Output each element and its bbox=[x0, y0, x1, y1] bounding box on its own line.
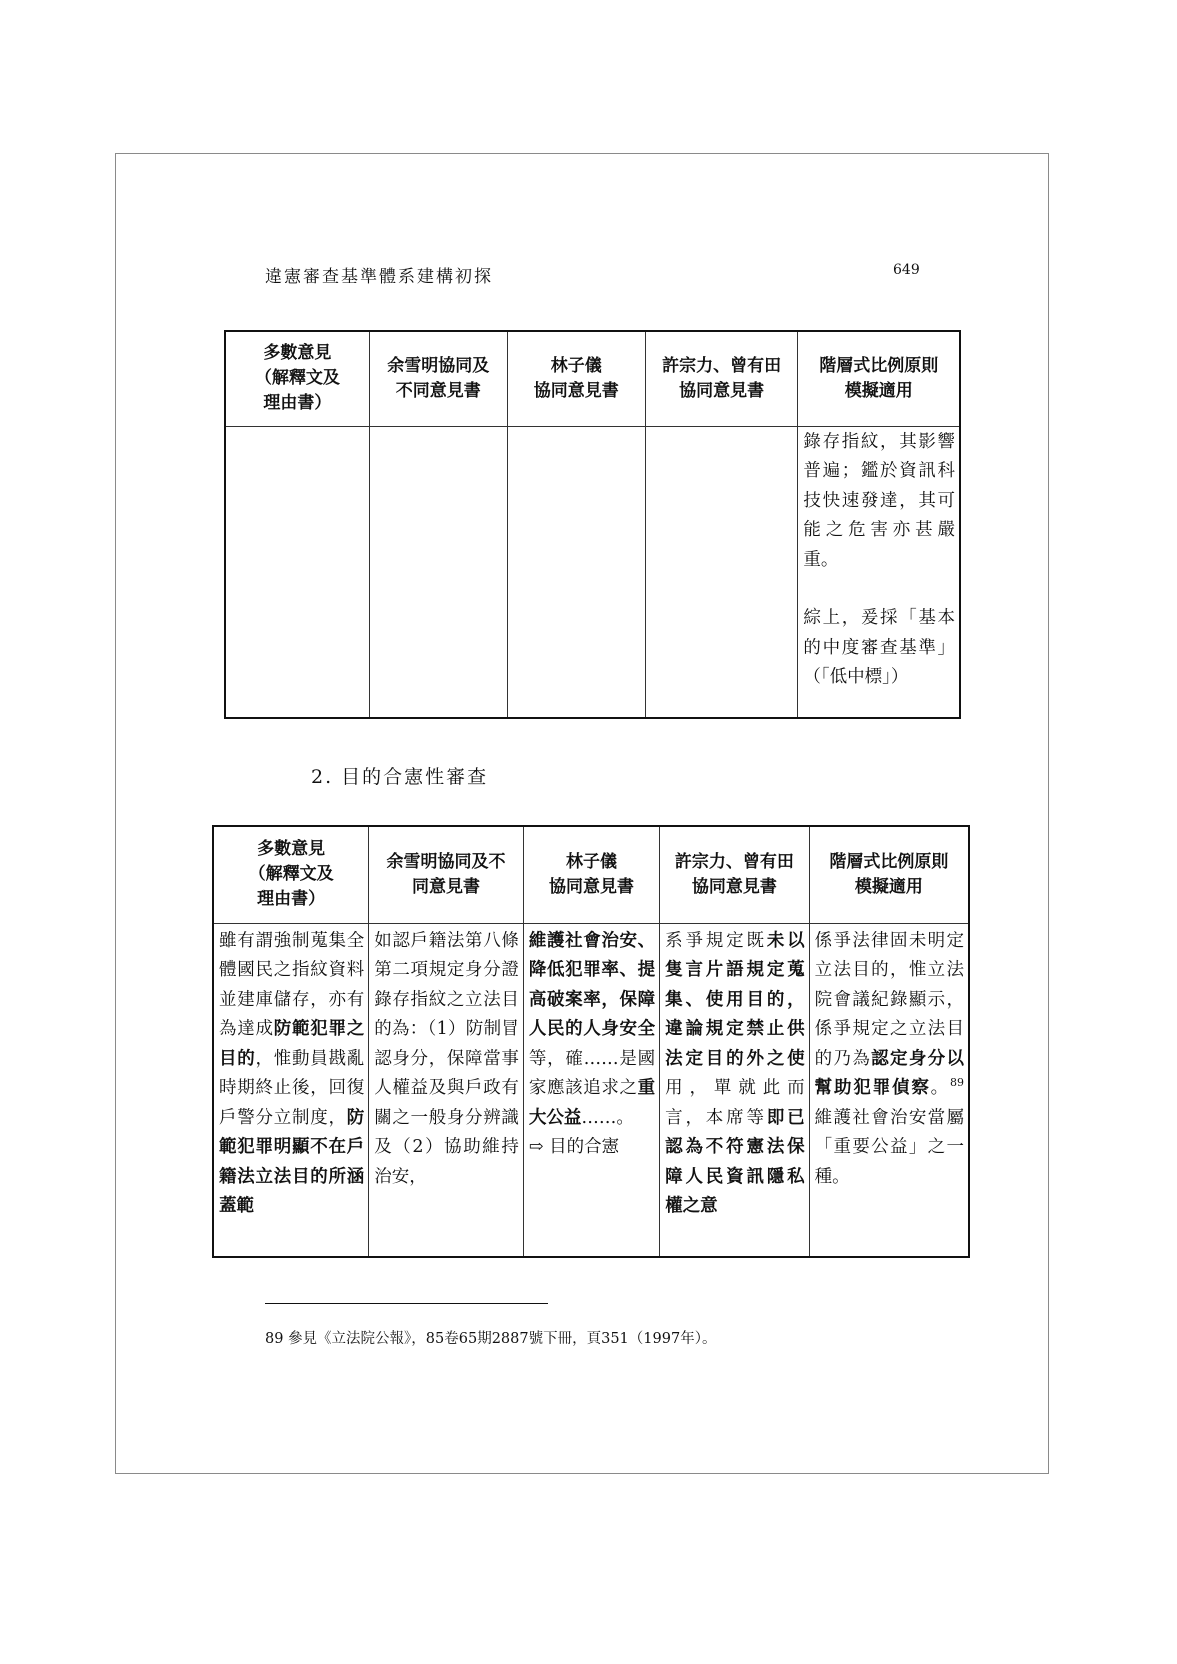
header-label: 許宗力、曾有田 協同意見書 bbox=[662, 355, 782, 401]
table-cell-proportionality bbox=[798, 426, 960, 718]
cell-text: 等，確……是國家應該追求之 bbox=[528, 1048, 656, 1098]
header-label: 多數意見 （解釋文及 理由書） bbox=[248, 839, 334, 910]
emphasis-text: 防範犯罪之目的 bbox=[219, 1019, 365, 1069]
header-label: 許宗力、曾有田 協同意見書 bbox=[674, 851, 794, 897]
header-majority-opinion bbox=[225, 331, 369, 426]
emphasis-text: 益 bbox=[563, 1107, 582, 1128]
cell-paragraph: 錄存指紋，其影響普遍；鑑於資訊科技快速發達，其可能之危害亦甚嚴重。 bbox=[803, 431, 955, 570]
header-label: 階層式比例原則 模擬適用 bbox=[829, 851, 949, 897]
emphasis-text: 防範犯罪明顯不在戶籍法立法目的所涵蓋範 bbox=[219, 1107, 365, 1216]
header-yu-xueming bbox=[369, 331, 507, 426]
cell-text: ……。 bbox=[581, 1107, 634, 1128]
section-heading: 2. 目的合憲性審查 bbox=[311, 766, 489, 788]
header-yu-xueming bbox=[369, 826, 524, 923]
table-header-row bbox=[213, 826, 969, 923]
header-label: 多數意見 （解釋文及 理由書） bbox=[254, 343, 340, 414]
cell-hsu-tseng bbox=[660, 923, 810, 1257]
comparison-table-1 bbox=[224, 330, 961, 719]
table-cell bbox=[369, 426, 507, 718]
header-lin-ziyi bbox=[507, 331, 645, 426]
emphasis-text: 維護社會治安、降低犯罪率、提高破案率，保障人民的人身安全 bbox=[528, 930, 656, 1039]
cell-text: 系爭規定既 bbox=[665, 930, 767, 951]
emphasis-text: 未以隻言片語規定蒐集、使用目的，違論規定禁止供法定目的外之使 bbox=[665, 930, 805, 1069]
header-hsu-tseng bbox=[645, 331, 798, 426]
cell-majority-opinion bbox=[213, 923, 369, 1257]
table-row bbox=[213, 923, 969, 1257]
footnote-89: 89 參見《立法院公報》，85卷65期2887號下冊，頁351（1997年）。 bbox=[265, 1331, 717, 1347]
footnote-reference[interactable]: 89 bbox=[950, 1076, 965, 1090]
emphasis-text: 認定身分以幫助犯罪偵察 bbox=[814, 1048, 965, 1098]
cell-text: 係爭法律固未明定立法目的，惟立法院會議紀錄顯示，係爭規定之立法目的乃為 bbox=[814, 930, 964, 1069]
cell-lin-ziyi bbox=[523, 923, 659, 1257]
header-proportionality bbox=[798, 331, 960, 426]
header-label: 余雪明協同及 不同意見書 bbox=[387, 355, 490, 401]
header-label: 階層式比例原則 模擬適用 bbox=[819, 355, 939, 401]
cell-text: ，惟動員戡亂時期終止後，回復戶警分立制度， bbox=[219, 1048, 365, 1128]
footnote-divider bbox=[265, 1303, 548, 1304]
header-majority-opinion bbox=[213, 826, 369, 923]
header-label: 余雪明協同及不 同意見書 bbox=[386, 851, 506, 897]
cell-text: 雖有謂強制蒐集全體國民之指紋資料並建庫儲存，亦有為達成 bbox=[219, 930, 365, 1039]
cell-text: 如認戶籍法第八條第二項規定身分證錄存指紋之立法目的為：（1）防制冒認身分，保障當事人權益及與戶政有關之一般身分辨識及（2）協助維持治安， bbox=[374, 930, 519, 1187]
cell-yu-xueming bbox=[369, 923, 524, 1257]
cell-text: 。 bbox=[930, 1078, 951, 1098]
cell-text: 用，單就此而言，本席等 bbox=[665, 1078, 805, 1128]
conclusion-text: ⇨ 目的合憲 bbox=[528, 1137, 620, 1157]
table-header-row bbox=[225, 331, 960, 426]
header-hsu-tseng bbox=[660, 826, 810, 923]
emphasis-text: 重大公 bbox=[528, 1078, 656, 1128]
header-proportionality bbox=[809, 826, 969, 923]
emphasis-text: 即已認為不符憲法保障人民資訊隱私權之意 bbox=[665, 1107, 805, 1216]
cell-paragraph: 綜上，爰採「基本的中度審查基準」（「低中標」） bbox=[803, 608, 955, 687]
table-cell bbox=[645, 426, 798, 718]
page-number: 649 bbox=[893, 262, 920, 278]
header-lin-ziyi bbox=[523, 826, 659, 923]
header-label: 林子儀 協同意見書 bbox=[548, 851, 634, 897]
cell-proportionality bbox=[809, 923, 969, 1257]
comparison-table-2 bbox=[212, 825, 970, 1258]
running-title: 違憲審查基準體系建構初探 bbox=[265, 267, 493, 287]
header-label: 林子儀 協同意見書 bbox=[533, 355, 619, 401]
table-cell bbox=[225, 426, 369, 718]
table-row bbox=[225, 426, 960, 718]
table-cell bbox=[507, 426, 645, 718]
cell-text: 維護社會治安當屬「重要公益」之一種。 bbox=[814, 1107, 964, 1187]
